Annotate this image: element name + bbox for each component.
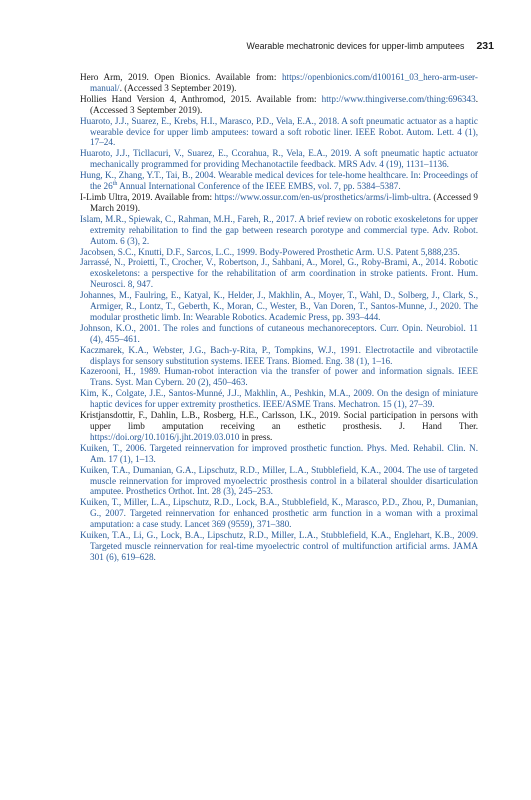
- reference-accessed: . (Accessed 3 September 2019).: [90, 93, 478, 115]
- reference-text: Hero Arm, 2019. Open Bionics. Available from:: [80, 72, 282, 82]
- reference-johnson-2001[interactable]: Johnson, K.O., 2001. The roles and functions of cutaneous mechanoreceptors. Curr. Opin. Neurobiol. 11 (4), 455–461.: [80, 322, 478, 344]
- reference-text: I-Limb Ultra, 2019. Available from:: [80, 191, 215, 202]
- reference-text-continued: Annual International Conference of the IEEE EMBS, vol. 7, pp. 5384–5387.: [117, 181, 401, 192]
- reference-islam-2017[interactable]: Islam, M.R., Spiewak, C., Rahman, M.H., Fareh, R., 2017. A brief review on robotic exoskeletons for upper extremity rehabilitation to find the gap between research porotype and commercial type. Adv. Robot. Autom. 6 (3), 2.: [80, 213, 478, 246]
- reference-text: Kristjansdottir, F., Dahlin, L.B., Rosberg, H.E., Carlsson, I.K., 2019. Social participation in persons with upper limb amputation receiving an esthetic prosthesis. J. Hand Ther.: [80, 410, 478, 431]
- reference-kuiken-2007[interactable]: Kuiken, T., Miller, L.A., Lipschutz, R.D., Lock, B.A., Stubblefield, K., Marasco, P.D., Zhou, P., Dumanian, G., 2007. Targeted reinnervation for enhanced prosthetic arm function in a woman with a proximal amputation: a case study. Lancet 369 (9559), 371–380.: [80, 497, 478, 530]
- reference-kazerooni-1989[interactable]: Kazerooni, H., 1989. Human-robot interaction via the transfer of power and information signals. IEEE Trans. Syst. Man Cybern. 20 (2), 450–463.: [80, 366, 478, 388]
- reference-accessed: . (Accessed 9 March 2019).: [90, 191, 478, 213]
- reference-johannes-2020[interactable]: Johannes, M., Faulring, E., Katyal, K., Helder, J., Makhlin, A., Moyer, T., Wahl, D., Solberg, J., Clark, S., Armiger, R., Lontz, T., Geberth, K., Moran, C., Wester, B., Van Doren, T., Santos-Munne, J., 2020. The modular prosthetic limb. In: Wearable Robotics. Academic Press, pp. 393–444.: [80, 290, 478, 322]
- reference-jacobsen-1999[interactable]: Jacobsen, S.C., Knutti, D.F., Sarcos, L.C., 1999. Body-Powered Prosthetic Arm. U.S. Patent 5,888,235.: [80, 246, 460, 257]
- running-header: [74, 40, 494, 52]
- reference-kristjansdottir-2019: [80, 410, 478, 443]
- reference-kim-2009[interactable]: Kim, K., Colgate, J.E., Santos-Munné, J.J., Makhlin, A., Peshkin, M.A., 2009. On the design of miniature haptic devices for upper extremity prosthetics. IEEE/ASME Trans. Mechatron. 15 (1), 27–39.: [80, 388, 478, 410]
- reference-kaczmarek-1991[interactable]: Kaczmarek, K.A., Webster, J.G., Bach-y-Rita, P., Tompkins, W.J., 1991. Electrotactile and vibrotactile displays for sensory substitution systems. IEEE Trans. Biomed. Eng. 38 (1), 1–16.: [80, 344, 478, 366]
- reference-accessed: . (Accessed 3 September 2019).: [119, 82, 237, 93]
- running-title: Wearable mechatronic devices for upper-limb amputees: [246, 41, 465, 51]
- reference-kuiken-2004[interactable]: Kuiken, T.A., Dumanian, G.A., Lipschutz, R.D., Miller, L.A., Stubblefield, K.A., 2004. The use of targeted muscle reinnervation for improved myoelectric prosthesis control in a bilateral shoulder disarticulation amputee. Prosthetics Orthot. Int. 28 (3), 245–253.: [80, 464, 478, 497]
- reference-jarrasse-2014[interactable]: Jarrassé, N., Proietti, T., Crocher, V., Robertson, J., Sahbani, A., Morel, G., Roby-Brami, A., 2014. Robotic exoskeletons: a perspective for the rehabilitation of arm coordination in stroke patients. Front. Hum. Neurosci. 8, 947.: [80, 257, 478, 290]
- reference-text: Hung, K., Zhang, Y.T., Tai, B., 2004. Wearable medical devices for tele-home healthcare. In: Proceedings of the 26: [80, 170, 478, 192]
- reference-status: in press.: [239, 431, 273, 442]
- reference-huaroto-2018[interactable]: Huaroto, J.J., Suarez, E., Krebs, H.I., Marasco, P.D., Vela, E.A., 2018. A soft pneumatic actuator as a haptic wearable device for upper limb amputees: toward a soft robotic liner. IEEE Robot. Autom. Lett. 4 (1), 17–24.: [80, 115, 478, 148]
- reference-text: Hollies Hand Version 4, Anthromod, 2015. Available from:: [80, 93, 322, 104]
- ordinal-suffix: th: [112, 181, 118, 187]
- reference-kuiken-2006[interactable]: Kuiken, T., 2006. Targeted reinnervation for improved prosthetic function. Phys. Med. Rehabil. Clin. N. Am. 17 (1), 1–13.: [80, 442, 478, 464]
- reference-hung-2004[interactable]: [80, 170, 478, 192]
- reference-i-limb-ultra: [80, 192, 478, 214]
- reference-hero-arm: [80, 72, 478, 94]
- reference-kuiken-2009[interactable]: Kuiken, T.A., Li, G., Lock, B.A., Lipschutz, R.D., Miller, L.A., Stubblefield, K.A., Englehart, K.B., 2009. Targeted muscle reinnervation for real-time myoelectric control of multifunction artificial arms. JAMA 301 (6), 619–628.: [80, 530, 478, 562]
- reference-doi[interactable]: https://doi.org/10.1016/j.jht.2019.03.010: [90, 431, 240, 442]
- reference-url[interactable]: https://www.ossur.com/en-us/prosthetics/arms/i-limb-ultra: [214, 191, 429, 202]
- reference-url[interactable]: https://openbionics.com/d100161_03_hero-arm-user-manual/: [90, 72, 478, 93]
- reference-hollies-hand: [80, 94, 478, 116]
- page-number: 231: [476, 40, 494, 52]
- reference-list: [80, 72, 478, 563]
- reference-huaroto-2019[interactable]: Huaroto, J.J., Ticllacuri, V., Suarez, E., Ccorahua, R., Vela, E.A., 2019. A soft pneumatic haptic actuator mechanically programmed for providing Mechanotactile feedback. MRS Adv. 4 (19), 1131–1136.: [80, 148, 478, 170]
- reference-url[interactable]: http://www.thingiverse.com/thing:696343: [321, 93, 476, 104]
